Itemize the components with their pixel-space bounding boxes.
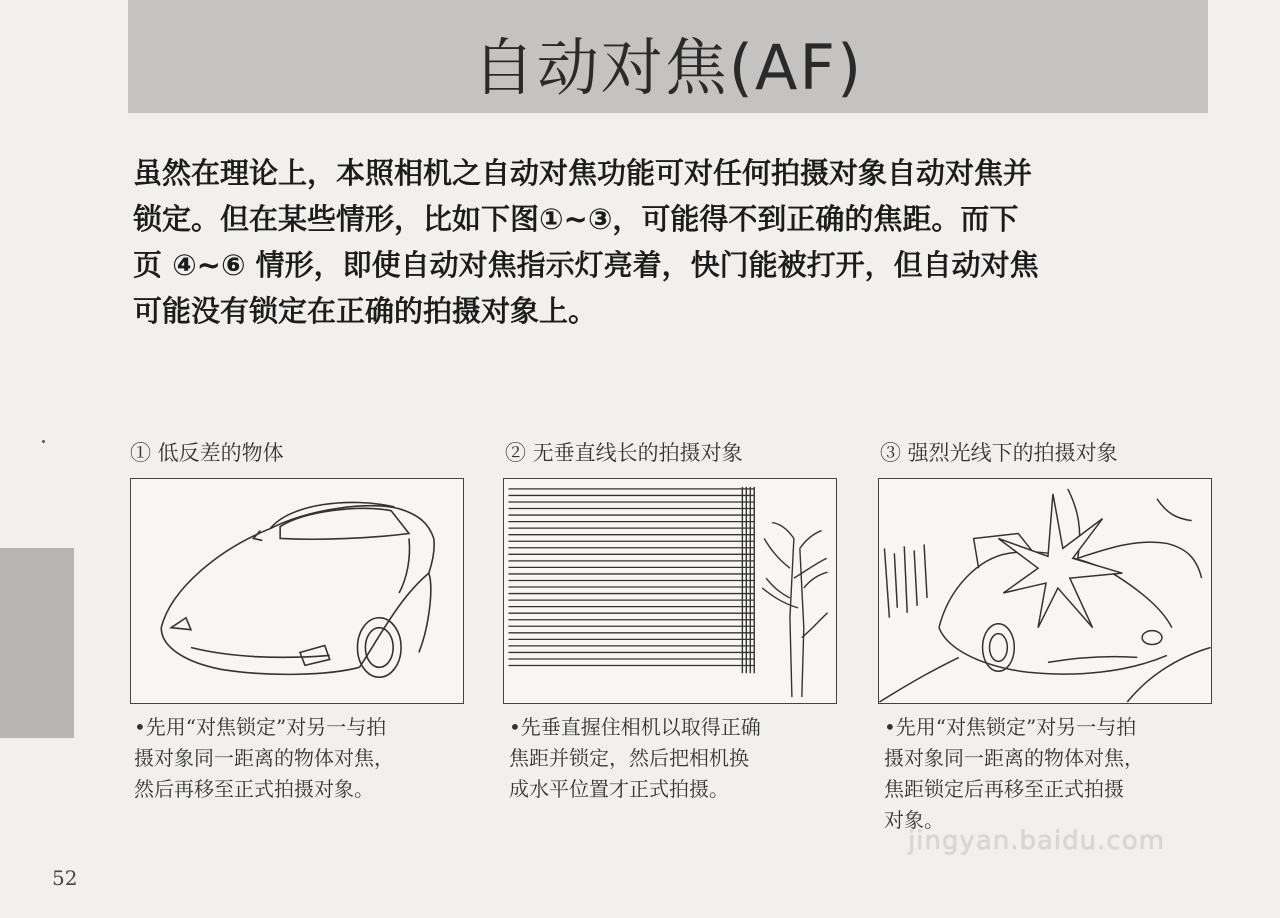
margin-dot [42, 440, 45, 443]
figure-2-note [509, 712, 761, 805]
note-line: 然后再移至正式拍摄对象。 [134, 777, 374, 801]
side-tab [0, 548, 74, 738]
page-title: 自动对焦(AF) [472, 31, 864, 104]
note-line: 摄对象同一距离的物体对焦， [884, 746, 1144, 770]
watermark: jingyan.baidu.com [908, 826, 1165, 856]
horizontal-lines-illustration [504, 479, 836, 703]
note-line: 成水平位置才正式拍摄。 [509, 777, 729, 801]
figure-3-illustration [878, 478, 1212, 704]
title-band [128, 0, 1208, 113]
figure-1-label: ① 低反差的物体 [130, 441, 284, 465]
note-line: •先垂直握住相机以取得正确 [509, 715, 761, 739]
note-line: 摄对象同一距离的物体对焦， [134, 746, 394, 770]
note-line: •先用“对焦锁定”对另一与拍 [134, 715, 387, 739]
note-line: •先用“对焦锁定”对另一与拍 [884, 715, 1137, 739]
figure-2-illustration [503, 478, 837, 704]
sunburst-icon [998, 494, 1122, 628]
figure-3-note [884, 712, 1144, 836]
intro-paragraph [133, 150, 1213, 334]
note-line: 焦距锁定后再移至正式拍摄 [884, 777, 1124, 801]
intro-line: 虽然在理论上，本照相机之自动对焦功能可对任何拍摄对象自动对焦并 [133, 156, 1033, 190]
figure-1-illustration [130, 478, 464, 704]
figure-1-note [134, 712, 394, 805]
note-line: 焦距并锁定，然后把相机换 [509, 746, 749, 770]
figure-3-label: ③ 强烈光线下的拍摄对象 [880, 441, 1118, 465]
intro-line: 页 ④~⑥ 情形，即使自动对焦指示灯亮着，快门能被打开，但自动对焦 [133, 248, 1039, 282]
car-in-sunlight-illustration [879, 479, 1211, 703]
bamboo-plant [762, 523, 827, 697]
intro-line: 锁定。但在某些情形，比如下图①~③，可能得不到正确的焦距。而下 [133, 202, 1019, 236]
note-line: 对象。 [884, 808, 944, 832]
sports-car-illustration [131, 479, 463, 703]
intro-line: 可能没有锁定在正确的拍摄对象上。 [133, 294, 598, 328]
figure-2-label: ② 无垂直线长的拍摄对象 [505, 441, 743, 465]
page-number: 52 [52, 866, 78, 890]
